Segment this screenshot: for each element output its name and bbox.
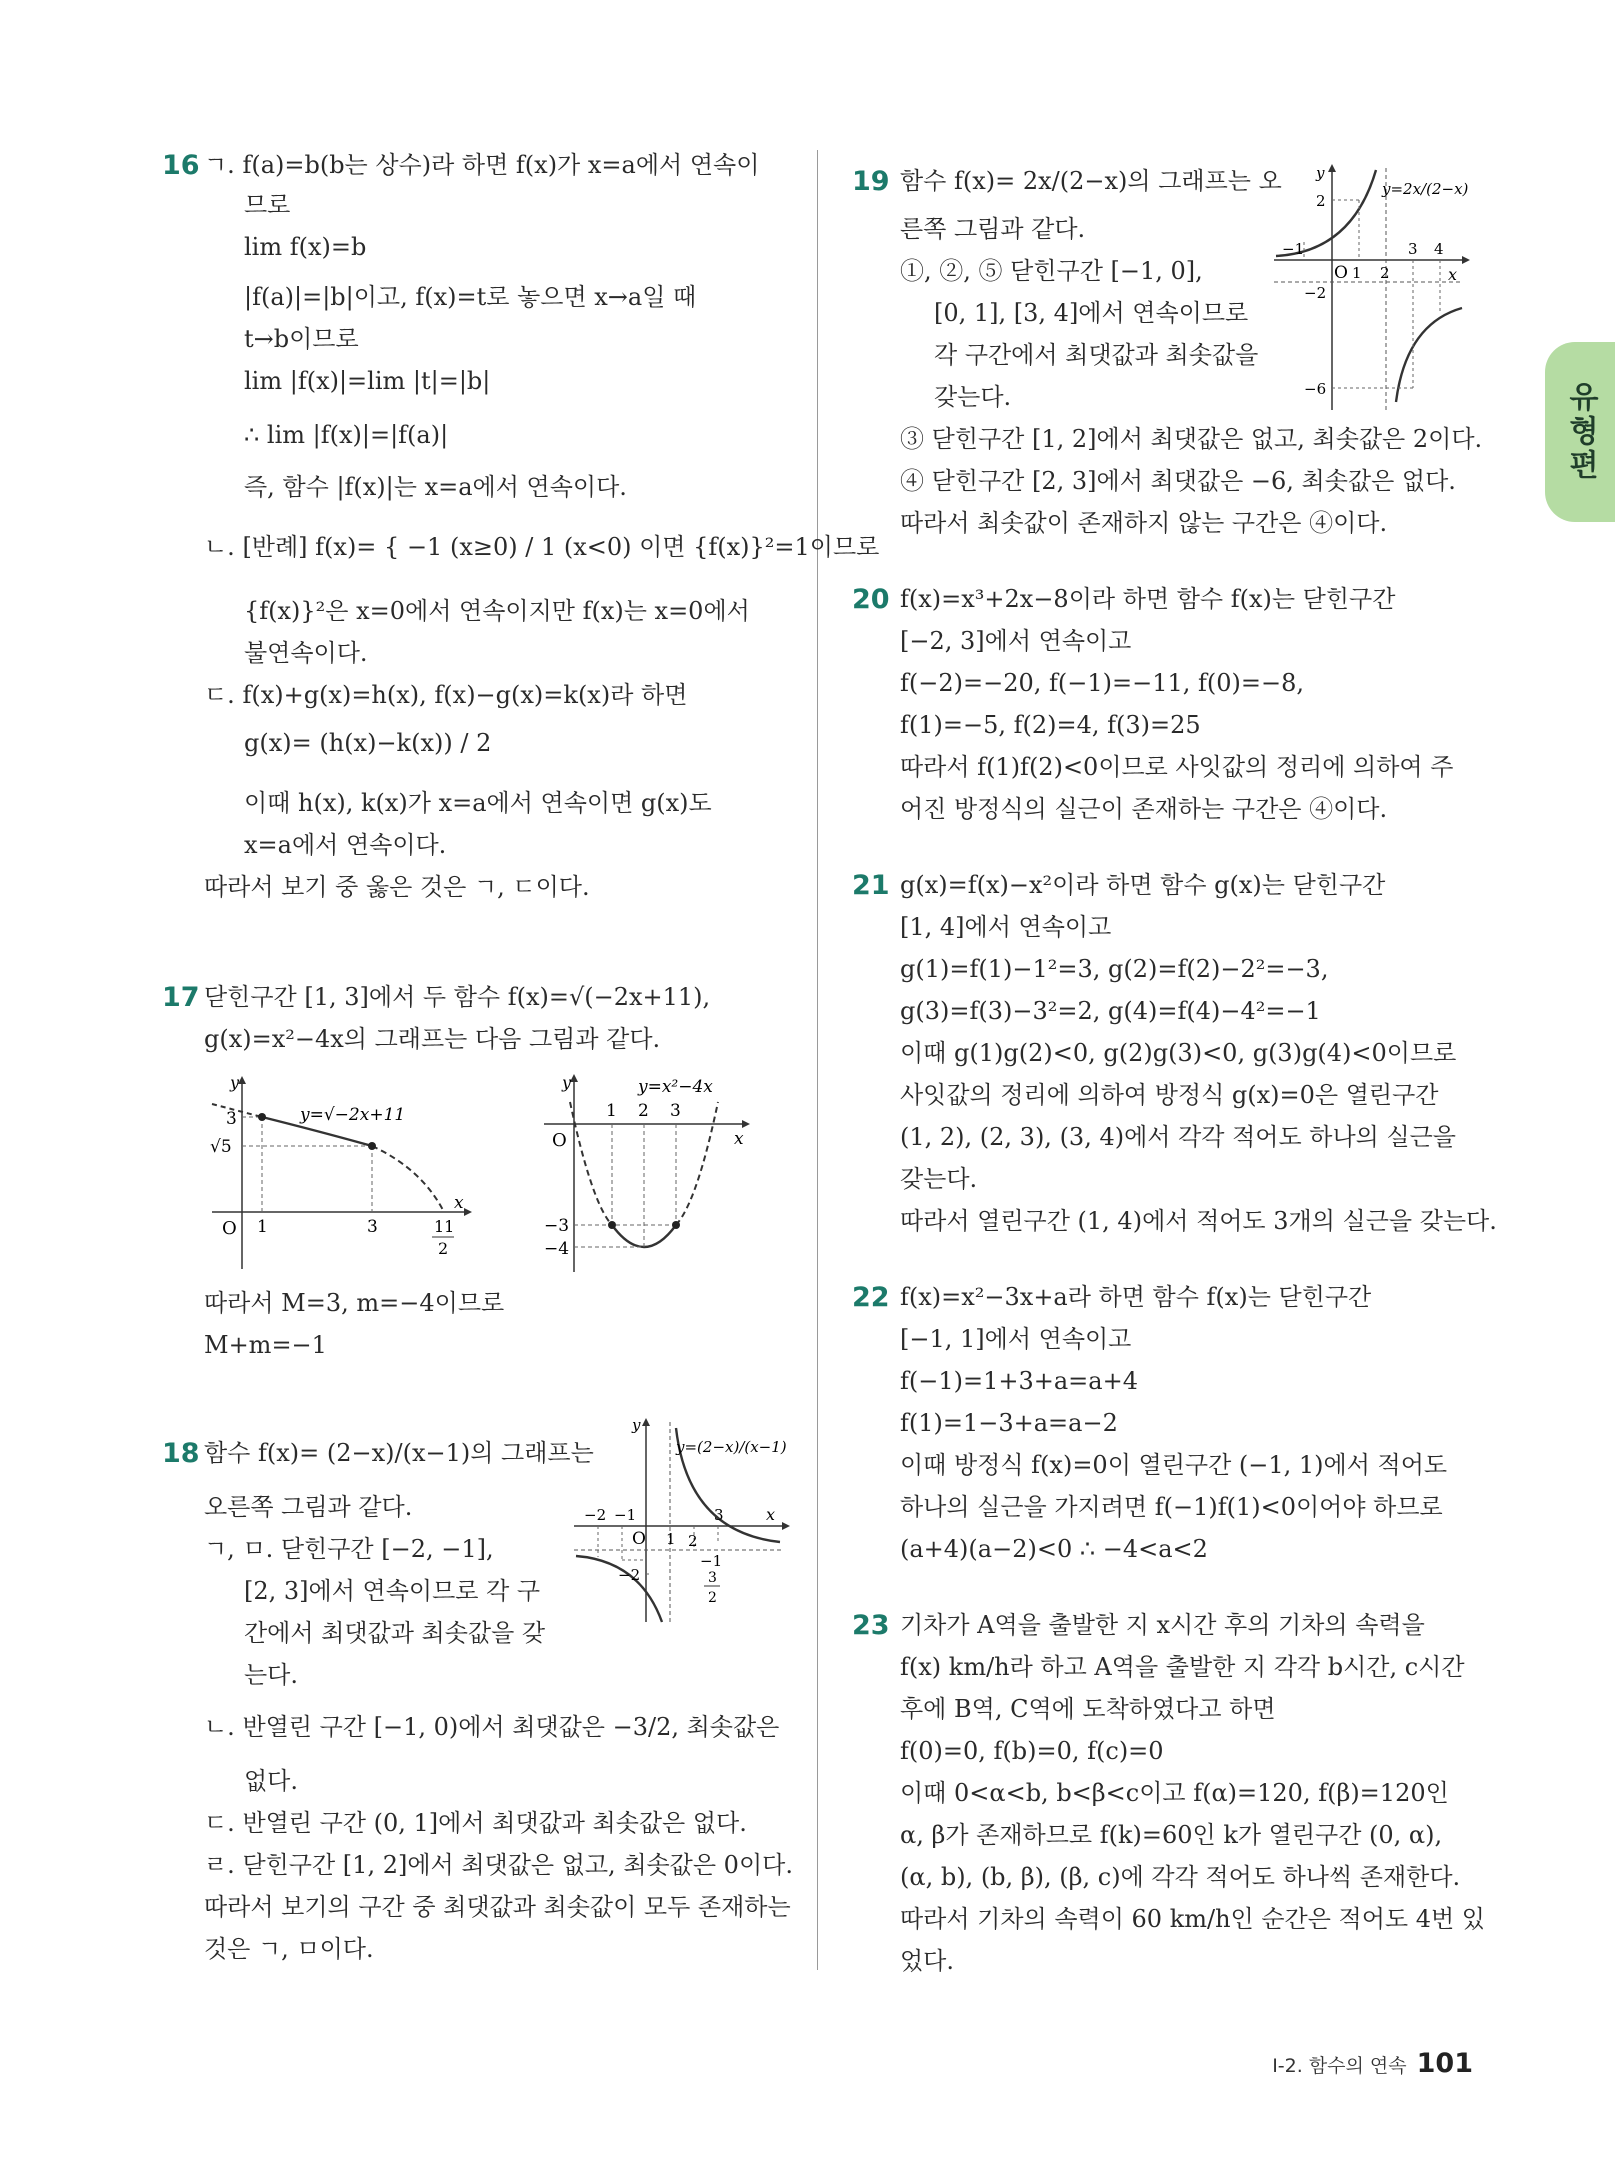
solution-line: (a+4)(a−2)<0 ∴ −4<a<2 bbox=[900, 1535, 1208, 1563]
tick-label: 3 bbox=[1408, 240, 1418, 258]
axis-label: y bbox=[1316, 164, 1325, 182]
solution-line: g(3)=f(3)−3²=2, g(4)=f(4)−4²=−1 bbox=[900, 997, 1321, 1025]
solution-line: x=a에서 연속이다. bbox=[244, 831, 447, 859]
tick-label: 1 bbox=[1352, 264, 1362, 282]
solution-line: 갖는다. bbox=[934, 383, 1012, 411]
solution-line: 사잇값의 정리에 의하여 방정식 g(x)=0은 열린구간 bbox=[900, 1081, 1439, 1109]
axis-label: y bbox=[632, 1416, 641, 1434]
problem-number: 21 bbox=[852, 870, 890, 901]
axis-label: y bbox=[230, 1074, 240, 1092]
curve-label: y=x²−4x bbox=[638, 1077, 713, 1097]
axis-label: x bbox=[766, 1505, 776, 1524]
tick-label: −1 bbox=[700, 1552, 723, 1570]
solution-line: 었다. bbox=[900, 1947, 954, 1975]
curve-label: y=(2−x)/(x−1) bbox=[676, 1438, 787, 1456]
solution-line: lim f(x)=b bbox=[244, 233, 367, 261]
solution-line: 닫힌구간 [1, 3]에서 두 함수 f(x)=√(−2x+11), bbox=[204, 983, 711, 1011]
solution-line: ④ 닫힌구간 [2, 3]에서 최댓값은 −6, 최솟값은 없다. bbox=[900, 467, 1456, 495]
solution-line: ㄱ. f(a)=b(b는 상수)라 하면 f(x)가 x=a에서 연속이 bbox=[204, 151, 760, 179]
page-number: 101 bbox=[1416, 2048, 1473, 2079]
tick-label: −3 bbox=[544, 1216, 570, 1236]
solution-line: ㄹ. 닫힌구간 [1, 2]에서 최댓값은 없고, 최솟값은 0이다. bbox=[204, 1851, 793, 1879]
origin-label: O bbox=[222, 1218, 237, 1239]
graph-rational-function-19 bbox=[1272, 164, 1478, 418]
origin-label: O bbox=[552, 1130, 567, 1151]
solution-line: lim |f(x)|=lim |t|=|b| bbox=[244, 367, 491, 395]
solution-line: 후에 B역, C역에 도착하였다고 하면 bbox=[900, 1695, 1276, 1723]
tick-label: 2 bbox=[1380, 264, 1390, 282]
tick-label: −1 bbox=[1282, 240, 1305, 258]
solution-line: 어진 방정식의 실근이 존재하는 구간은 ④이다. bbox=[900, 795, 1388, 823]
tick-label: 1 bbox=[666, 1530, 676, 1548]
solution-line: 이때 g(1)g(2)<0, g(2)g(3)<0, g(3)g(4)<0이므로 bbox=[900, 1039, 1457, 1067]
solution-line: 이때 h(x), k(x)가 x=a에서 연속이면 g(x)도 bbox=[244, 789, 712, 817]
solution-line: 따라서 기차의 속력이 60 km/h인 순간은 적어도 4번 있 bbox=[900, 1905, 1485, 1933]
solution-line: ㄷ. 반열린 구간 (0, 1]에서 최댓값과 최솟값은 없다. bbox=[204, 1809, 747, 1837]
solution-line: ㄴ. 반열린 구간 [−1, 0)에서 최댓값은 −3/2, 최솟값은 bbox=[204, 1713, 780, 1741]
tick-label: 3 bbox=[670, 1101, 681, 1121]
solution-line: 이때 0<α<b, b<β<c이고 f(α)=120, f(β)=120인 bbox=[900, 1779, 1449, 1807]
column-divider bbox=[817, 150, 818, 1970]
solution-line: [2, 3]에서 연속이므로 각 구 bbox=[244, 1577, 541, 1605]
tick-label: 3 bbox=[714, 1506, 724, 1524]
tick-label: −2 bbox=[618, 1566, 641, 1584]
solution-line: f(−1)=1+3+a=a+4 bbox=[900, 1367, 1138, 1395]
tick-label: 1 bbox=[606, 1101, 617, 1121]
solution-line: f(x)=x³+2x−8이라 하면 함수 f(x)는 닫힌구간 bbox=[900, 585, 1396, 613]
problem-number: 18 bbox=[162, 1438, 200, 1469]
tick-label: 11 bbox=[434, 1217, 455, 1236]
page-footer bbox=[1272, 2048, 1473, 2079]
tick-label: 2 bbox=[1316, 192, 1326, 210]
solution-line: [−2, 3]에서 연속이고 bbox=[900, 627, 1132, 655]
problem-number: 23 bbox=[852, 1610, 890, 1641]
axis-label: x bbox=[1448, 265, 1458, 284]
solution-line: 므로 bbox=[244, 191, 291, 219]
solution-line: 함수 f(x)= (2−x)/(x−1)의 그래프는 bbox=[204, 1439, 594, 1467]
solution-line: 따라서 열린구간 (1, 4)에서 적어도 3개의 실근을 갖는다. bbox=[900, 1207, 1497, 1235]
tick-label: 2 bbox=[438, 1239, 449, 1258]
solution-line: M+m=−1 bbox=[204, 1331, 327, 1359]
solution-line: 따라서 최솟값이 존재하지 않는 구간은 ④이다. bbox=[900, 509, 1388, 537]
solution-line: ㄷ. f(x)+g(x)=h(x), f(x)−g(x)=k(x)라 하면 bbox=[204, 681, 688, 709]
solution-line: 이때 방정식 f(x)=0이 열린구간 (−1, 1)에서 적어도 bbox=[900, 1451, 1448, 1479]
tick-label: 4 bbox=[1434, 240, 1444, 258]
solution-line: (1, 2), (2, 3), (3, 4)에서 각각 적어도 하나의 실근을 bbox=[900, 1123, 1456, 1151]
graph-parabola bbox=[542, 1074, 752, 1278]
solution-line: α, β가 존재하므로 f(k)=60인 k가 열린구간 (0, α), bbox=[900, 1821, 1443, 1849]
solution-line: 따라서 f(1)f(2)<0이므로 사잇값의 정리에 의하여 주 bbox=[900, 753, 1454, 781]
axis-label: y bbox=[562, 1074, 572, 1092]
curve-label: y=√−2x+11 bbox=[300, 1105, 406, 1125]
graph-rational-function bbox=[570, 1416, 792, 1630]
solution-line: 따라서 보기 중 옳은 것은 ㄱ, ㄷ이다. bbox=[204, 873, 590, 901]
solution-line: ①, ②, ⑤ 닫힌구간 [−1, 0], bbox=[900, 257, 1203, 285]
tick-label: −1 bbox=[614, 1506, 637, 1524]
axis-label: x bbox=[454, 1193, 464, 1213]
solution-line: g(x)=x²−4x의 그래프는 다음 그림과 같다. bbox=[204, 1025, 661, 1053]
tick-label: √5 bbox=[210, 1137, 232, 1157]
solution-line: ㄴ. [반례] f(x)= { −1 (x≥0) / 1 (x<0) 이면 {f(x)}²=1이므로 bbox=[204, 533, 880, 561]
solution-line: ㄱ, ㅁ. 닫힌구간 [−2, −1], bbox=[204, 1535, 494, 1563]
tick-label: 2 bbox=[638, 1101, 649, 1121]
solution-line: (α, b), (b, β), (β, c)에 각각 적어도 하나씩 존재한다. bbox=[900, 1863, 1461, 1891]
solution-line: 갖는다. bbox=[900, 1165, 978, 1193]
section-tab bbox=[1545, 342, 1615, 522]
solution-line: 하나의 실근을 가지려면 f(−1)f(1)<0이어야 하므로 bbox=[900, 1493, 1443, 1521]
solution-line: g(1)=f(1)−1²=3, g(2)=f(2)−2²=−3, bbox=[900, 955, 1329, 983]
tick-label: 3 bbox=[226, 1109, 237, 1129]
solution-line: [−1, 1]에서 연속이고 bbox=[900, 1325, 1132, 1353]
solution-line: f(−2)=−20, f(−1)=−11, f(0)=−8, bbox=[900, 669, 1305, 697]
solution-line: 간에서 최댓값과 최솟값을 갖 bbox=[244, 1619, 546, 1647]
solution-line: f(0)=0, f(b)=0, f(c)=0 bbox=[900, 1737, 1164, 1765]
solution-line: |f(a)|=|b|이고, f(x)=t로 놓으면 x→a일 때 bbox=[244, 283, 697, 311]
solution-line: g(x)= (h(x)−k(x)) / 2 bbox=[244, 729, 492, 757]
tick-label: 1 bbox=[257, 1217, 268, 1237]
problem-number: 16 bbox=[162, 150, 200, 181]
origin-label: O bbox=[632, 1529, 646, 1549]
section-tab-label: 유형편 bbox=[1563, 381, 1598, 483]
axis-label: x bbox=[734, 1129, 744, 1149]
problem-number: 17 bbox=[162, 982, 200, 1013]
solution-line: [0, 1], [3, 4]에서 연속이므로 bbox=[934, 299, 1249, 327]
solution-line: f(1)=−5, f(2)=4, f(3)=25 bbox=[900, 711, 1201, 739]
solution-line: f(x) km/h라 하고 A역을 출발한 지 각각 b시간, c시간 bbox=[900, 1653, 1465, 1681]
problem-number: 20 bbox=[852, 584, 890, 615]
tick-label: 3 bbox=[708, 1570, 717, 1586]
solution-line: 는다. bbox=[244, 1661, 298, 1689]
solution-line: 오른쪽 그림과 같다. bbox=[204, 1493, 413, 1521]
tick-label: −6 bbox=[1304, 380, 1327, 398]
solution-line: 른쪽 그림과 같다. bbox=[900, 215, 1086, 243]
tick-label: −4 bbox=[544, 1239, 570, 1259]
tick-label: −2 bbox=[1304, 284, 1327, 302]
tick-label: −2 bbox=[584, 1506, 607, 1524]
solution-line: 따라서 M=3, m=−4이므로 bbox=[204, 1289, 505, 1317]
tick-label: 2 bbox=[708, 1590, 717, 1606]
tick-label: 2 bbox=[688, 1532, 698, 1550]
solution-line: 불연속이다. bbox=[244, 639, 368, 667]
solution-line: ∴ lim |f(x)|=|f(a)| bbox=[244, 421, 449, 449]
solution-line: ③ 닫힌구간 [1, 2]에서 최댓값은 없고, 최솟값은 2이다. bbox=[900, 425, 1483, 453]
solution-line: 즉, 함수 |f(x)|는 x=a에서 연속이다. bbox=[244, 473, 627, 501]
solution-line: f(1)=1−3+a=a−2 bbox=[900, 1409, 1118, 1437]
solution-line: t→b이므로 bbox=[244, 325, 359, 353]
solution-line: 따라서 보기의 구간 중 최댓값과 최솟값이 모두 존재하는 bbox=[204, 1893, 791, 1921]
solution-line: 함수 f(x)= 2x/(2−x)의 그래프는 오 bbox=[900, 167, 1282, 195]
solution-line: [1, 4]에서 연속이고 bbox=[900, 913, 1112, 941]
problem-number: 19 bbox=[852, 166, 890, 197]
section-title: I-2. 함수의 연속 bbox=[1272, 2055, 1407, 2077]
graph-sqrt-function bbox=[202, 1074, 472, 1278]
origin-label: O bbox=[1334, 263, 1348, 283]
solution-line: 각 구간에서 최댓값과 최솟값을 bbox=[934, 341, 1259, 369]
solution-line: g(x)=f(x)−x²이라 하면 함수 g(x)는 닫힌구간 bbox=[900, 871, 1386, 899]
solution-line: f(x)=x²−3x+a라 하면 함수 f(x)는 닫힌구간 bbox=[900, 1283, 1372, 1311]
tick-label: 3 bbox=[367, 1217, 378, 1237]
solution-line: 것은 ㄱ, ㅁ이다. bbox=[204, 1935, 374, 1963]
solution-line: 기차가 A역을 출발한 지 x시간 후의 기차의 속력을 bbox=[900, 1611, 1425, 1639]
solution-line: {f(x)}²은 x=0에서 연속이지만 f(x)는 x=0에서 bbox=[244, 597, 750, 625]
solution-line: 없다. bbox=[244, 1767, 298, 1795]
problem-number: 22 bbox=[852, 1282, 890, 1313]
curve-label: y=2x/(2−x) bbox=[1382, 180, 1469, 198]
